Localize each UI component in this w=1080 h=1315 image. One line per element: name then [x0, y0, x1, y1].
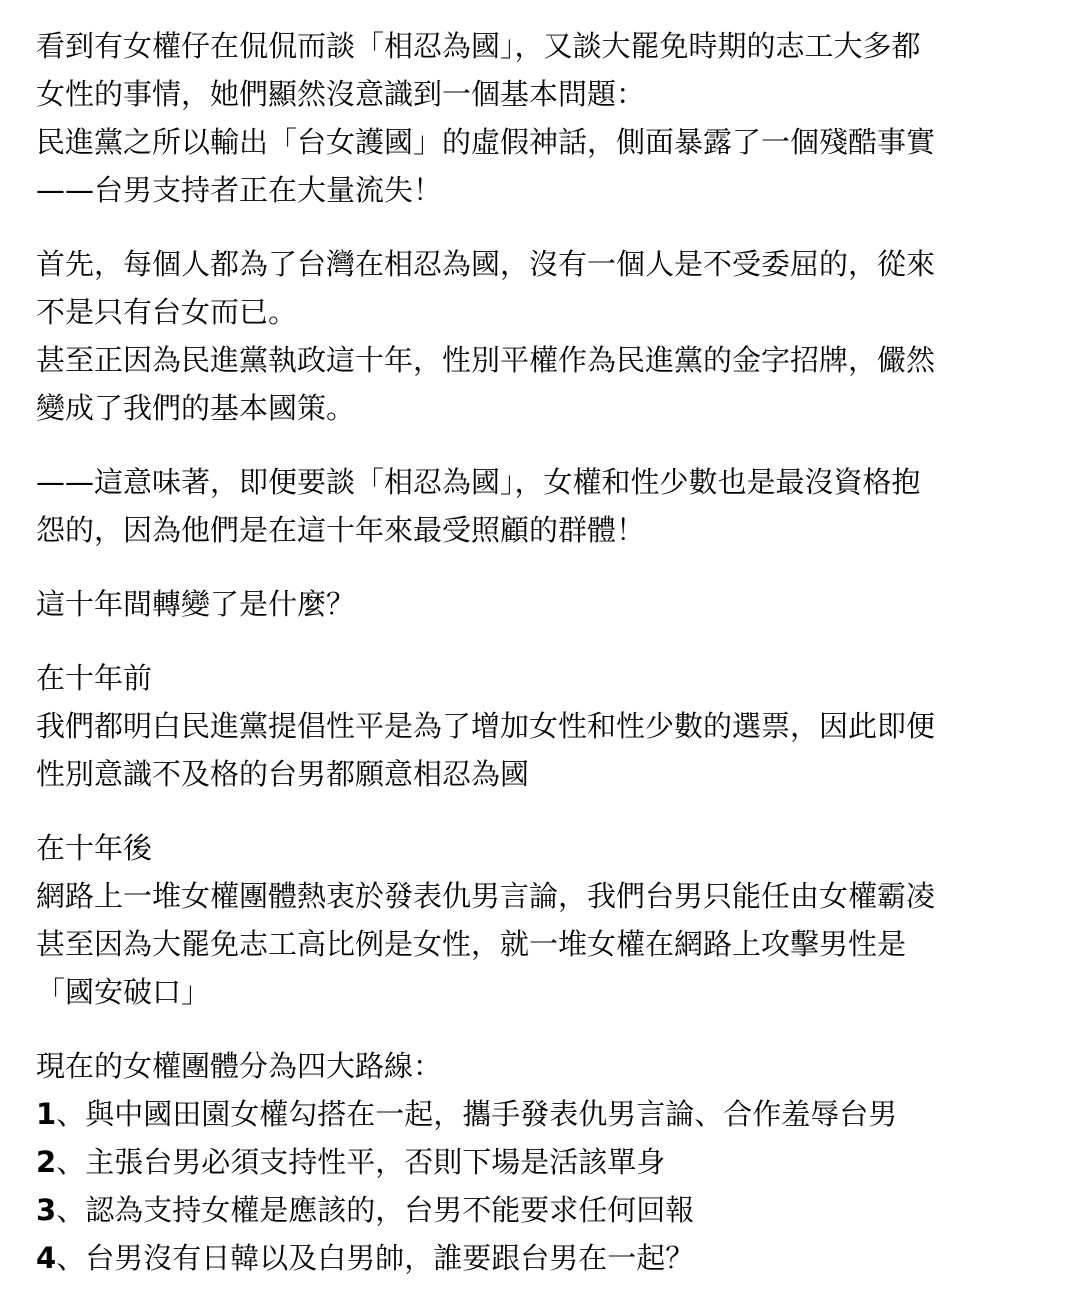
- paragraph-first: [36, 240, 1046, 432]
- paragraph-ten-years-ago: [36, 654, 1046, 798]
- list-number: 2: [36, 1145, 57, 1179]
- list-number: 1: [36, 1097, 57, 1131]
- text-line: 「國安破口」: [36, 975, 211, 1009]
- routes-heading: 現在的女權團體分為四大路線：: [36, 1049, 443, 1083]
- list-item: [36, 1234, 1046, 1282]
- text-line: 變成了我們的基本國策。: [36, 391, 356, 425]
- list-text: 、與中國田園女權勾搭在一起，攜手發表仇男言論、合作羞辱台男: [56, 1097, 898, 1131]
- text-line: 網路上一堆女權團體熱衷於發表仇男言論，我們台男只能任由女權霸凌: [36, 879, 936, 913]
- paragraph-intro: [36, 22, 1046, 214]
- text-line: 在十年前: [36, 661, 153, 695]
- paragraph-ten-years-later: [36, 824, 1046, 1016]
- text-line: 性別意識不及格的台男都願意相忍為國: [36, 757, 530, 791]
- paragraph-meaning: [36, 458, 1046, 554]
- text-line: 甚至正因為民進黨執政這十年，性別平權作為民進黨的金字招牌，儼然: [36, 343, 936, 377]
- text-line: ——台男支持者正在大量流失！: [36, 173, 443, 207]
- paragraph-routes: [36, 1042, 1046, 1282]
- text-line: ——這意味著，即便要談「相忍為國」，女權和性少數也是最沒資格抱: [36, 465, 921, 499]
- text-line: 首先，每個人都為了台灣在相忍為國，沒有一個人是不受委屈的，從來: [36, 247, 936, 281]
- text-line: 甚至因為大罷免志工高比例是女性，就一堆女權在網路上攻擊男性是: [36, 927, 907, 961]
- list-text: 、台男沒有日韓以及白男帥，誰要跟台男在一起？: [56, 1241, 695, 1275]
- list-item: [36, 1138, 1046, 1186]
- text-line: 民進黨之所以輸出「台女護國」的虛假神話，側面暴露了一個殘酷事實: [36, 125, 936, 159]
- text-line: 在十年後: [36, 831, 153, 865]
- list-text: 、主張台男必須支持性平，否則下場是活該單身: [56, 1145, 666, 1179]
- list-number: 4: [36, 1241, 57, 1275]
- text-line: 這十年間轉變了是什麼？: [36, 587, 356, 621]
- list-text: 、認為支持女權是應該的，台男不能要求任何回報: [56, 1193, 695, 1227]
- list-number: 3: [36, 1193, 57, 1227]
- text-line: 不是只有台女而已。: [36, 295, 298, 329]
- list-item: [36, 1090, 1046, 1138]
- text-line: 看到有女權仔在侃侃而談「相忍為國」，又談大罷免時期的志工大多都: [36, 29, 921, 63]
- text-line: 女性的事情，她們顯然沒意識到一個基本問題：: [36, 77, 646, 111]
- paragraph-question: [36, 580, 1046, 628]
- text-line: 怨的，因為他們是在這十年來最受照顧的群體！: [36, 513, 646, 547]
- post-body: [36, 22, 1046, 1308]
- list-item: [36, 1186, 1046, 1234]
- text-line: 我們都明白民進黨提倡性平是為了增加女性和性少數的選票，因此即便: [36, 709, 936, 743]
